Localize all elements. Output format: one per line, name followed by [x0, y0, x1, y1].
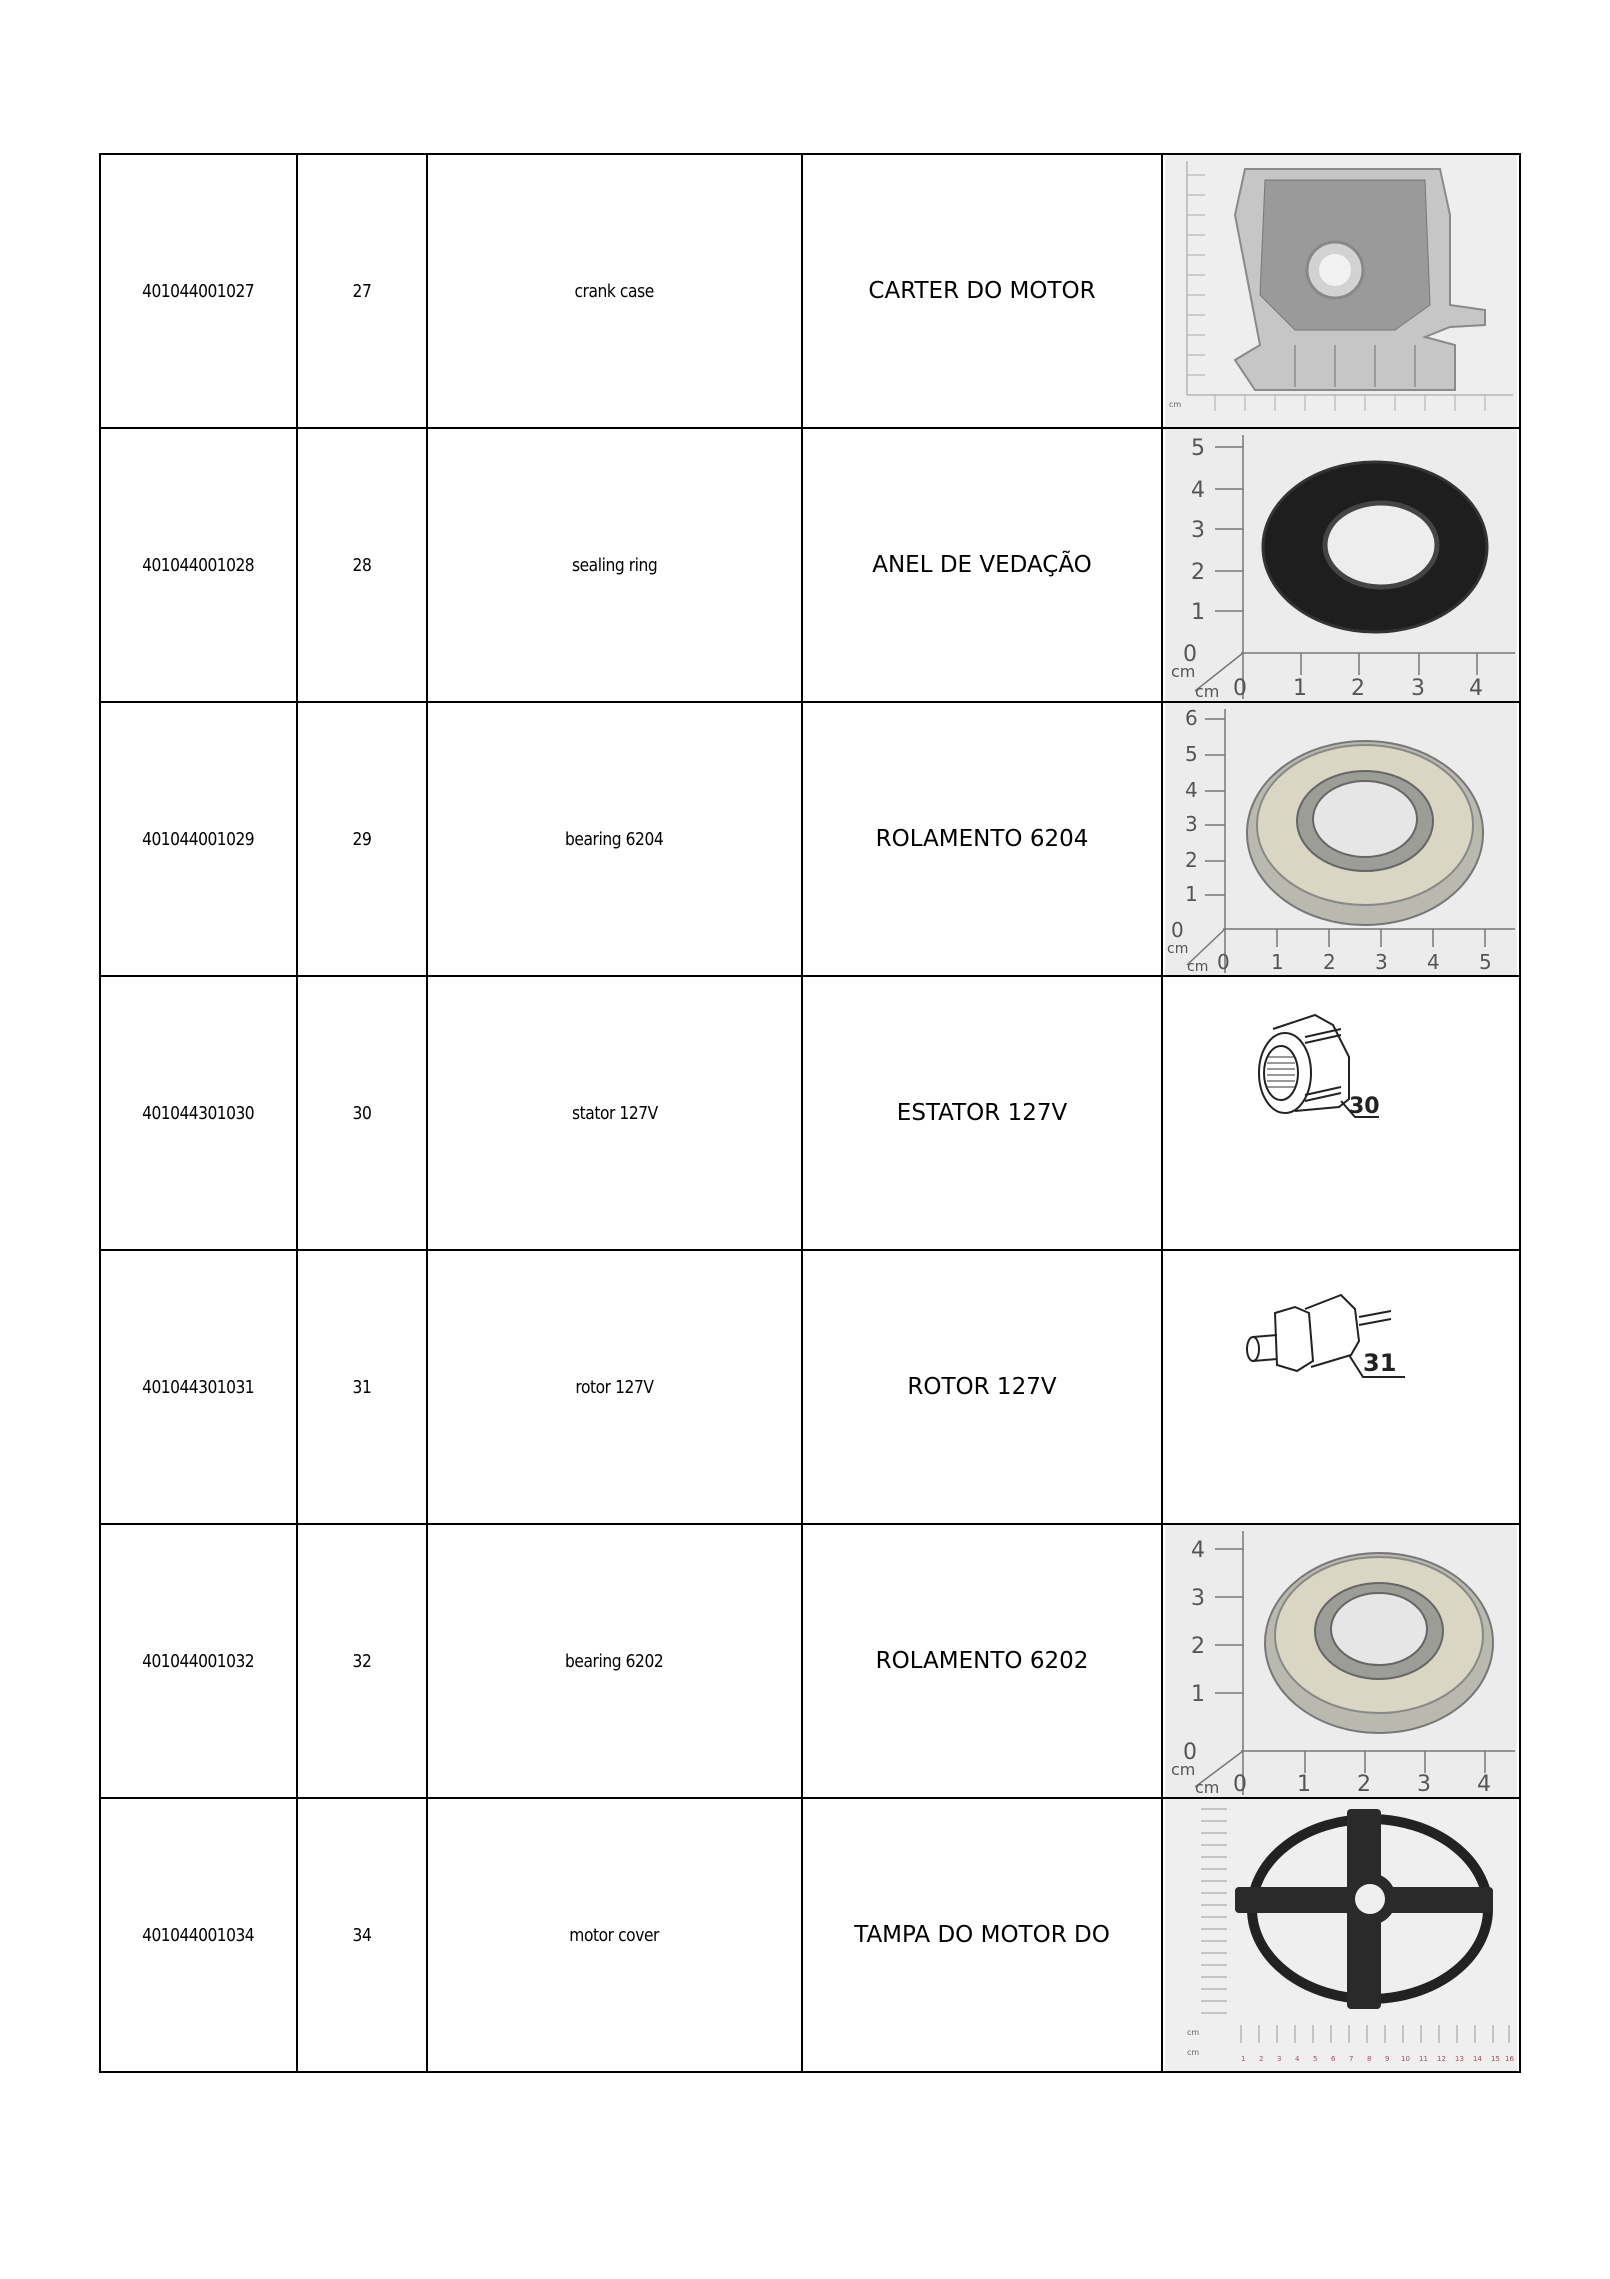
svg-text:cm: cm: [1187, 959, 1209, 975]
description-pt-cell: [802, 1250, 1162, 1524]
svg-text:0: 0: [1171, 918, 1184, 942]
item-number-cell: [297, 1524, 427, 1798]
part-code-cell: [100, 1798, 297, 2072]
svg-text:1: 1: [1191, 1682, 1205, 1707]
svg-text:4: 4: [1427, 950, 1440, 974]
svg-text:3: 3: [1411, 676, 1425, 701]
description-en-cell: [427, 976, 802, 1250]
item-number: 31: [352, 1376, 372, 1398]
part-code-cell: [100, 702, 297, 976]
svg-text:2: 2: [1323, 950, 1336, 974]
item-number-cell: [297, 976, 427, 1250]
svg-text:cm: cm: [1167, 941, 1189, 957]
svg-text:cm: cm: [1187, 2048, 1200, 2057]
description-en-cell: [427, 428, 802, 702]
description-pt: TAMPA DO MOTOR DO: [854, 1922, 1110, 1948]
part-code: 401044001027: [142, 280, 255, 302]
description-pt: ROLAMENTO 6204: [875, 826, 1089, 852]
svg-text:0: 0: [1183, 1740, 1197, 1765]
svg-text:2: 2: [1191, 1634, 1205, 1659]
svg-text:2: 2: [1191, 560, 1205, 585]
svg-text:cm: cm: [1195, 682, 1220, 701]
item-number-cell: [297, 1250, 427, 1524]
svg-text:7: 7: [1349, 2055, 1354, 2063]
bearing-6204-photo: [1165, 703, 1517, 975]
svg-text:2: 2: [1357, 1772, 1371, 1797]
part-image-cell: [1162, 702, 1520, 976]
parts-table: [99, 153, 1521, 2073]
part-code-cell: [100, 428, 297, 702]
svg-text:0: 0: [1217, 950, 1230, 974]
table-row: [100, 976, 1520, 1250]
svg-text:3: 3: [1417, 1772, 1431, 1797]
item-number-cell: [297, 428, 427, 702]
description-en: stator 127V: [571, 1102, 658, 1124]
svg-text:1: 1: [1185, 882, 1198, 906]
svg-text:4: 4: [1469, 676, 1483, 701]
description-en: rotor 127V: [575, 1376, 654, 1398]
stator-drawing: [1165, 977, 1517, 1249]
description-en-cell: [427, 1798, 802, 2072]
motor-cover-photo: [1165, 1799, 1517, 2071]
part-code: 401044001029: [142, 828, 255, 850]
description-pt-cell: [802, 154, 1162, 428]
description-en: sealing ring: [571, 554, 658, 576]
description-en-cell: [427, 702, 802, 976]
item-number: 34: [352, 1924, 372, 1946]
part-code: 401044001032: [142, 1650, 255, 1672]
svg-text:5: 5: [1313, 2055, 1318, 2063]
svg-text:4: 4: [1185, 778, 1198, 802]
svg-text:15: 15: [1491, 2055, 1500, 2063]
part-code-cell: [100, 1524, 297, 1798]
svg-text:3: 3: [1277, 2055, 1282, 2063]
svg-text:1: 1: [1297, 1772, 1311, 1797]
description-pt: ROTOR 127V: [907, 1374, 1057, 1400]
item-number: 30: [352, 1102, 372, 1124]
item-number-cell: [297, 154, 427, 428]
part-image-cell: [1162, 1524, 1520, 1798]
part-image-cell: [1162, 976, 1520, 1250]
table-row: [100, 154, 1520, 428]
description-pt-cell: [802, 1798, 1162, 2072]
table-row: [100, 1250, 1520, 1524]
description-en: motor cover: [569, 1924, 660, 1946]
description-pt: ESTATOR 127V: [896, 1100, 1068, 1126]
svg-text:3: 3: [1191, 518, 1205, 543]
part-image-cell: [1162, 1798, 1520, 2072]
description-en: bearing 6204: [565, 828, 664, 850]
svg-text:3: 3: [1185, 812, 1198, 836]
description-pt-cell: [802, 428, 1162, 702]
svg-text:4: 4: [1191, 478, 1205, 503]
item-number-cell: [297, 1798, 427, 2072]
part-code-cell: [100, 976, 297, 1250]
svg-text:1: 1: [1191, 600, 1205, 625]
svg-text:6: 6: [1331, 2055, 1336, 2063]
svg-text:10: 10: [1401, 2055, 1410, 2063]
part-image-cell: [1162, 154, 1520, 428]
svg-text:2: 2: [1259, 2055, 1264, 2063]
description-pt: ROLAMENTO 6202: [875, 1648, 1089, 1674]
svg-text:11: 11: [1419, 2055, 1428, 2063]
description-pt-cell: [802, 976, 1162, 1250]
part-code: 401044001028: [142, 554, 255, 576]
callout-label: 31: [1363, 1349, 1397, 1377]
table-row: [100, 1524, 1520, 1798]
item-number: 27: [352, 280, 372, 302]
item-number: 28: [352, 554, 372, 576]
part-code: 401044301030: [142, 1102, 255, 1124]
item-number: 29: [352, 828, 372, 850]
svg-text:cm: cm: [1169, 400, 1182, 409]
svg-text:0: 0: [1233, 1772, 1247, 1797]
part-image-cell: [1162, 428, 1520, 702]
svg-text:cm: cm: [1171, 1760, 1196, 1779]
svg-text:1: 1: [1271, 950, 1284, 974]
svg-text:2: 2: [1351, 676, 1365, 701]
part-code-cell: [100, 1250, 297, 1524]
description-pt-cell: [802, 1524, 1162, 1798]
svg-text:1: 1: [1293, 676, 1307, 701]
part-code-cell: [100, 154, 297, 428]
svg-text:1: 1: [1241, 2055, 1246, 2063]
sealing-ring-photo: [1165, 429, 1517, 701]
description-en-cell: [427, 1524, 802, 1798]
svg-text:12: 12: [1437, 2055, 1446, 2063]
description-pt: ANEL DE VEDAÇÃO: [872, 552, 1092, 578]
svg-text:cm: cm: [1171, 662, 1196, 681]
item-number: 32: [352, 1650, 372, 1672]
description-pt: CARTER DO MOTOR: [868, 278, 1096, 304]
rotor-drawing: [1165, 1251, 1517, 1523]
svg-text:4: 4: [1477, 1772, 1491, 1797]
svg-text:cm: cm: [1195, 1778, 1220, 1797]
svg-text:0: 0: [1183, 642, 1197, 667]
svg-text:4: 4: [1295, 2055, 1300, 2063]
svg-text:5: 5: [1185, 742, 1198, 766]
callout-label: 30: [1349, 1094, 1380, 1119]
table-row: [100, 1798, 1520, 2072]
crank-case-photo: [1165, 155, 1517, 427]
svg-text:5: 5: [1479, 950, 1492, 974]
description-en-cell: [427, 154, 802, 428]
svg-text:0: 0: [1233, 676, 1247, 701]
bearing-6202-photo: [1165, 1525, 1517, 1797]
description-pt-cell: [802, 702, 1162, 976]
svg-text:3: 3: [1191, 1586, 1205, 1611]
svg-text:2: 2: [1185, 848, 1198, 872]
svg-text:8: 8: [1367, 2055, 1372, 2063]
table-row: [100, 702, 1520, 976]
svg-text:9: 9: [1385, 2055, 1390, 2063]
description-en: bearing 6202: [565, 1650, 664, 1672]
svg-text:14: 14: [1473, 2055, 1482, 2063]
svg-text:5: 5: [1191, 436, 1205, 461]
table-row: [100, 428, 1520, 702]
description-en: crank case: [574, 280, 655, 302]
description-en-cell: [427, 1250, 802, 1524]
svg-text:16: 16: [1505, 2055, 1514, 2063]
item-number-cell: [297, 702, 427, 976]
svg-text:3: 3: [1375, 950, 1388, 974]
part-code: 401044301031: [142, 1376, 255, 1398]
svg-text:6: 6: [1185, 706, 1198, 730]
svg-text:4: 4: [1191, 1538, 1205, 1563]
part-image-cell: [1162, 1250, 1520, 1524]
svg-text:13: 13: [1455, 2055, 1464, 2063]
svg-text:cm: cm: [1187, 2028, 1200, 2037]
part-code: 401044001034: [142, 1924, 255, 1946]
